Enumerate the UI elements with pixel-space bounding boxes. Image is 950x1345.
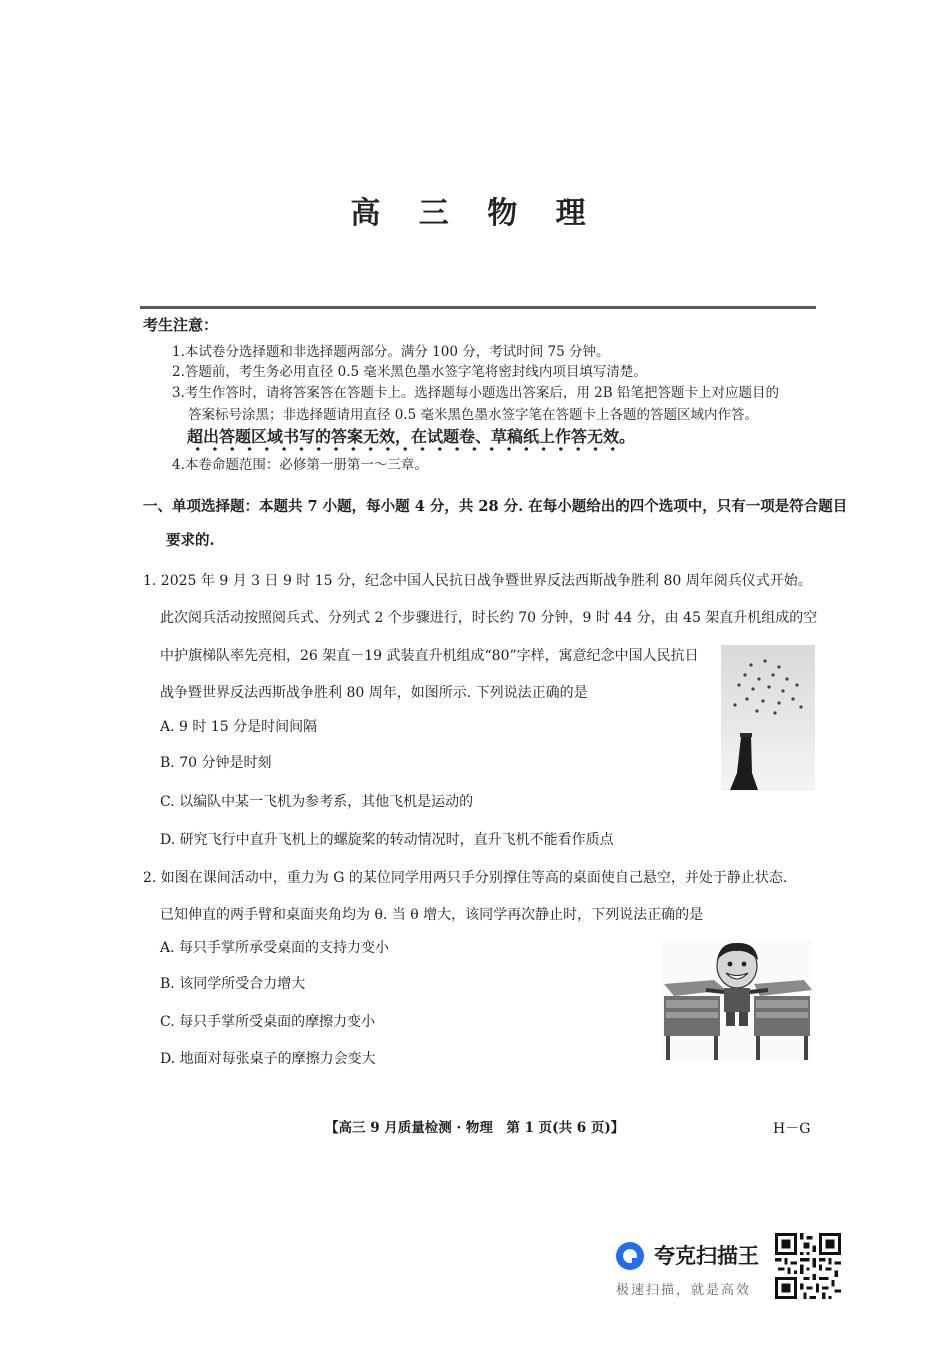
q1-option-a: A. 9 时 15 分是时间间隔 — [160, 719, 318, 735]
q1-option-c: C. 以编队中某一飞机为参考系，其他飞机是运动的 — [160, 794, 474, 810]
section-heading: 一、单项选择题：本题共 7 小题，每小题 4 分，共 28 分. 在每小题给出的四个选项中，只有一项是符合题目 — [143, 498, 848, 515]
paper-code: H－G — [773, 1121, 811, 1137]
airplane-formation-photo — [721, 645, 815, 791]
qr-code-icon — [775, 1233, 841, 1299]
q2-option-d: D. 地面对每张桌子的摩擦力会变大 — [160, 1051, 376, 1067]
page-footer: 【高三 9 月质量检测 · 物理 第 1 页(共 6 页)】 — [325, 1120, 625, 1136]
scanner-watermark — [614, 1237, 774, 1301]
desk-student-illustration — [662, 940, 812, 1062]
q2-option-c: C. 每只手掌所受桌面的摩擦力变小 — [160, 1014, 376, 1030]
notice-heading: 考生注意： — [143, 316, 219, 334]
page-title: 高 三 物 理 — [350, 196, 600, 231]
notice-item-1: 1.本试卷分选择题和非选择题两部分。满分 100 分，考试时间 75 分钟。 — [172, 344, 610, 360]
header-rule — [140, 306, 816, 309]
q1-line-2: 此次阅兵活动按照阅兵式、分列式 2 个步骤进行，时长约 70 分钟，9 时 44 分，由 45 架直升机组成的空 — [160, 610, 818, 626]
notice-emphasis: 超出答题区域书写的答案无效，在试题卷、草稿纸上作答无效。 — [187, 427, 636, 446]
q1-line-3: 中护旗梯队率先亮相，26 架直－19 武装直升机组成“80”字样，寓意纪念中国人民抗日 — [160, 648, 699, 664]
q1-option-b: B. 70 分钟是时刻 — [160, 755, 272, 771]
watermark-brand: 夸克扫描王 — [654, 1244, 759, 1268]
notice-item-4: 4.本卷命题范围：必修第一册第一～三章。 — [172, 457, 428, 473]
q1-line-1: 1. 2025 年 9 月 3 日 9 时 15 分，纪念中国人民抗日战争暨世界反法西斯战争胜利 80 周年阅兵仪式开始。 — [143, 573, 812, 589]
notice-item-2: 2.答题前，考生务必用直径 0.5 毫米黑色墨水签字笔将密封线内项目填写清楚。 — [172, 364, 647, 380]
watermark-slogan: 极速扫描，就是高效 — [616, 1283, 752, 1298]
notice-item-3: 3.考生作答时，请将答案答在答题卡上。选择题每小题选出答案后，用 2B 铅笔把答题卡上对应题目的 — [172, 385, 779, 401]
q1-line-4: 战争暨世界反法西斯战争胜利 80 周年，如图所示. 下列说法正确的是 — [160, 685, 588, 701]
q2-line-1: 2. 如图在课间活动中，重力为 G 的某位同学用两只手分别撑住等高的桌面使自己悬空，并处于静止状态. — [143, 870, 788, 886]
q2-line-2: 已知伸直的两手臂和桌面夹角均为 θ. 当 θ 增大，该同学再次静止时，下列说法正确的是 — [160, 907, 704, 923]
q2-option-a: A. 每只手掌所承受桌面的支持力变小 — [160, 940, 390, 956]
q1-option-d: D. 研究飞行中直升飞机上的螺旋桨的转动情况时，直升飞机不能看作质点 — [160, 832, 614, 848]
section-heading-cont: 要求的. — [166, 532, 215, 549]
quark-logo-icon — [614, 1240, 646, 1272]
emphasis-dots — [189, 446, 619, 452]
notice-item-3-cont: 答案标号涂黑；非选择题请用直径 0.5 毫米黑色墨水签字笔在答题卡上各题的答题区域内作答。 — [188, 407, 759, 423]
q2-option-b: B. 该同学所受合力增大 — [160, 976, 306, 992]
